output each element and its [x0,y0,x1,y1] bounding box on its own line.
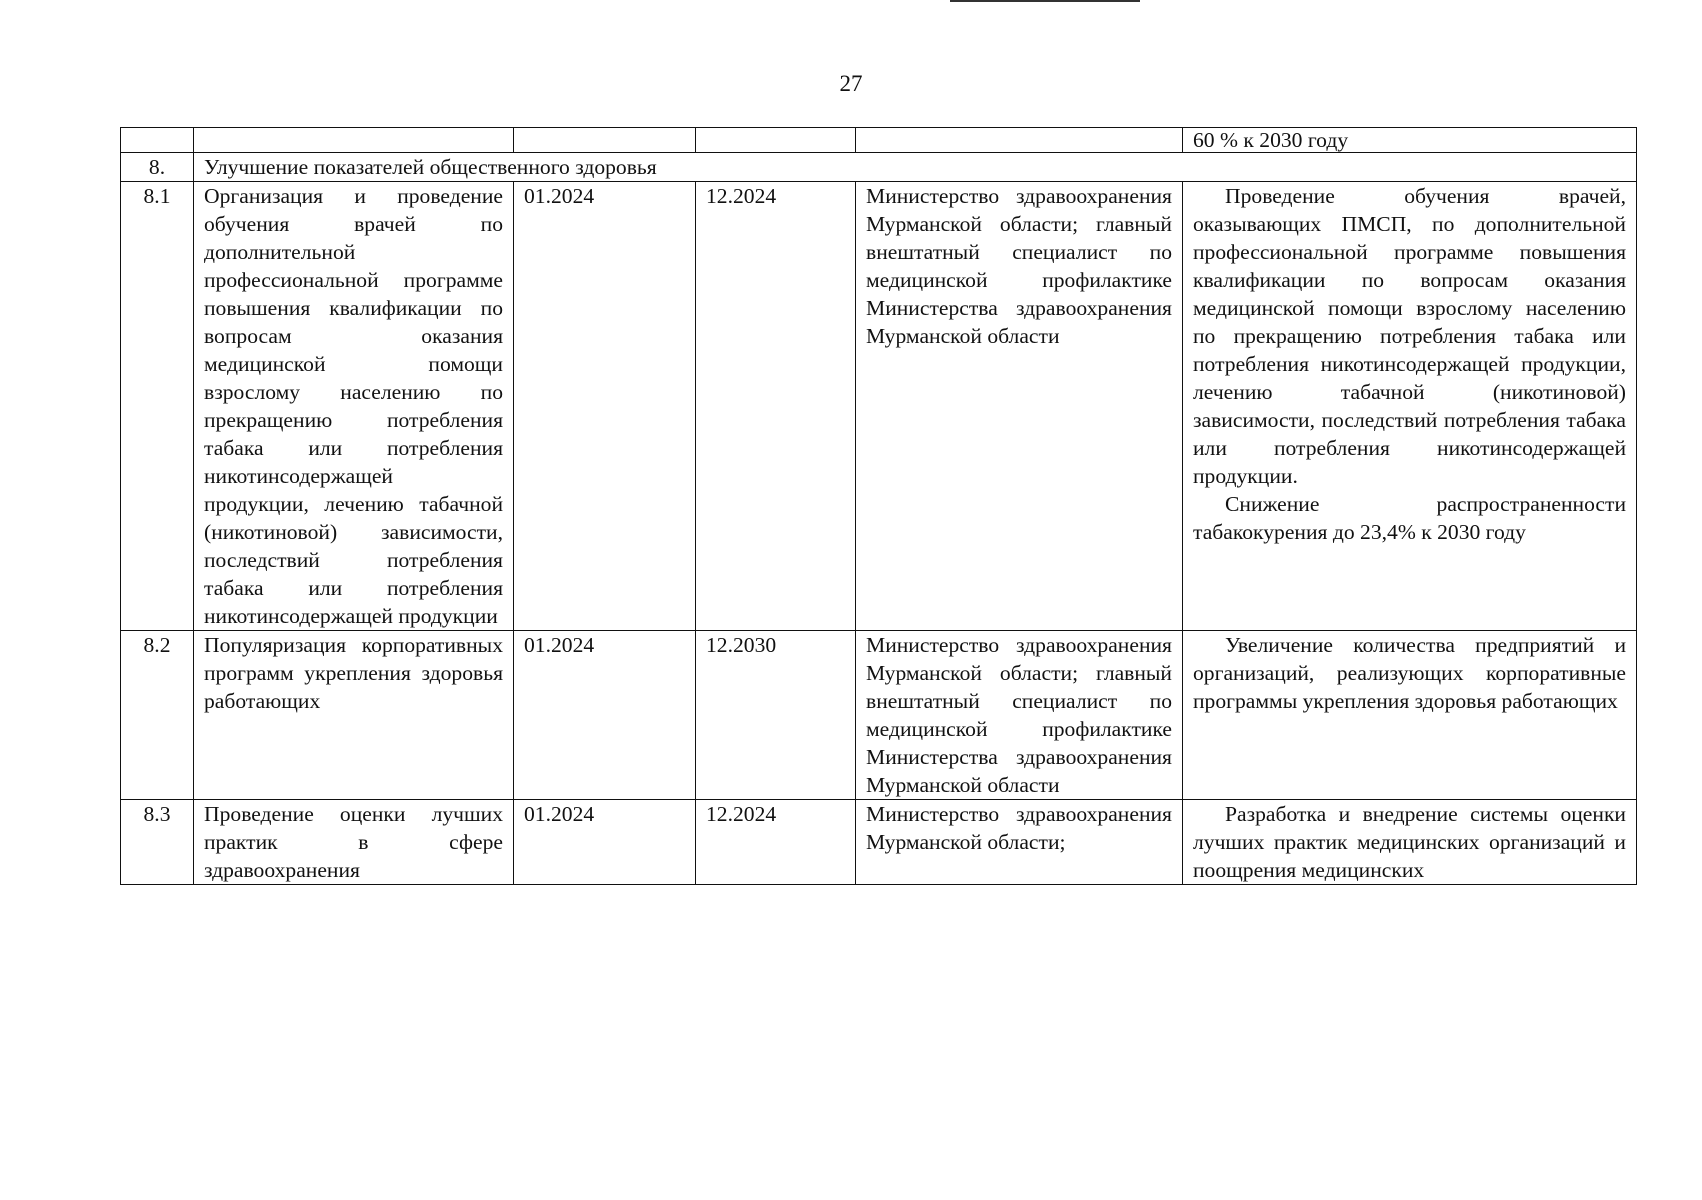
section-title: Улучшение показателей общественного здоровья [194,153,1637,182]
row-responsible: Министерство здравоохранения Мурманской области; главный внештатный специалист по медицинской профилактике Министерства здравоохранения Мурманской области [856,182,1183,631]
row-result [1183,182,1637,631]
table-row [121,800,1637,885]
row-number: 8.3 [121,800,194,885]
row-result [1183,631,1637,800]
row-responsible: Министерство здравоохранения Мурманской области; [856,800,1183,885]
row-result-paragraph: Проведение обучения врачей, оказывающих ПМСП, по дополнительной профессиональной программе повышения квалификации по вопросам оказания медицинской помощи взрослому населению по прекращению потребления табака или потребления никотинсодержащей продукции, лечению табачной (никотиновой) зависимости, последствий потребления табака или потребления никотинсодержащей продукции. [1193,184,1626,488]
continuation-result-cell: 60 % к 2030 году [1183,128,1637,153]
continuation-responsible-cell [856,128,1183,153]
row-responsible: Министерство здравоохранения Мурманской области; главный внештатный специалист по медицинской профилактике Министерства здравоохранения Мурманской области [856,631,1183,800]
row-start-date: 01.2024 [514,800,696,885]
table-row [121,182,1637,631]
row-result-paragraph: Увеличение количества предприятий и организаций, реализующих корпоративные программы укрепления здоровья работающих [1193,633,1626,713]
section-number: 8. [121,153,194,182]
continuation-row [121,128,1637,153]
row-end-date: 12.2024 [696,800,856,885]
row-end-date: 12.2024 [696,182,856,631]
row-result-paragraph: Снижение распространенности табакокурения до 23,4% к 2030 году [1193,492,1626,544]
row-activity: Организация и проведение обучения врачей по дополнительной профессиональной программе повышения квалификации по вопросам оказания медицинской помощи взрослому населению по прекращению потребления табака или потребления никотинсодержащей продукции, лечению табачной (никотиновой) зависимости, последствий потребления табака или потребления никотинсодержащей продукции [194,182,514,631]
row-result [1183,800,1637,885]
header-rule [950,0,1140,2]
continuation-start-cell [514,128,696,153]
row-activity: Проведение оценки лучших практик в сфере здравоохранения [194,800,514,885]
row-end-date: 12.2030 [696,631,856,800]
continuation-activity-cell [194,128,514,153]
continuation-end-cell [696,128,856,153]
row-number: 8.2 [121,631,194,800]
row-start-date: 01.2024 [514,631,696,800]
row-start-date: 01.2024 [514,182,696,631]
row-number: 8.1 [121,182,194,631]
section-row [121,153,1637,182]
continuation-number-cell [121,128,194,153]
row-activity: Популяризация корпоративных программ укрепления здоровья работающих [194,631,514,800]
row-result-paragraph: Разработка и внедрение системы оценки лучших практик медицинских организаций и поощрения медицинских [1193,802,1626,882]
page-number: 27 [839,71,863,96]
table-row [121,631,1637,800]
plan-table [120,127,1637,885]
